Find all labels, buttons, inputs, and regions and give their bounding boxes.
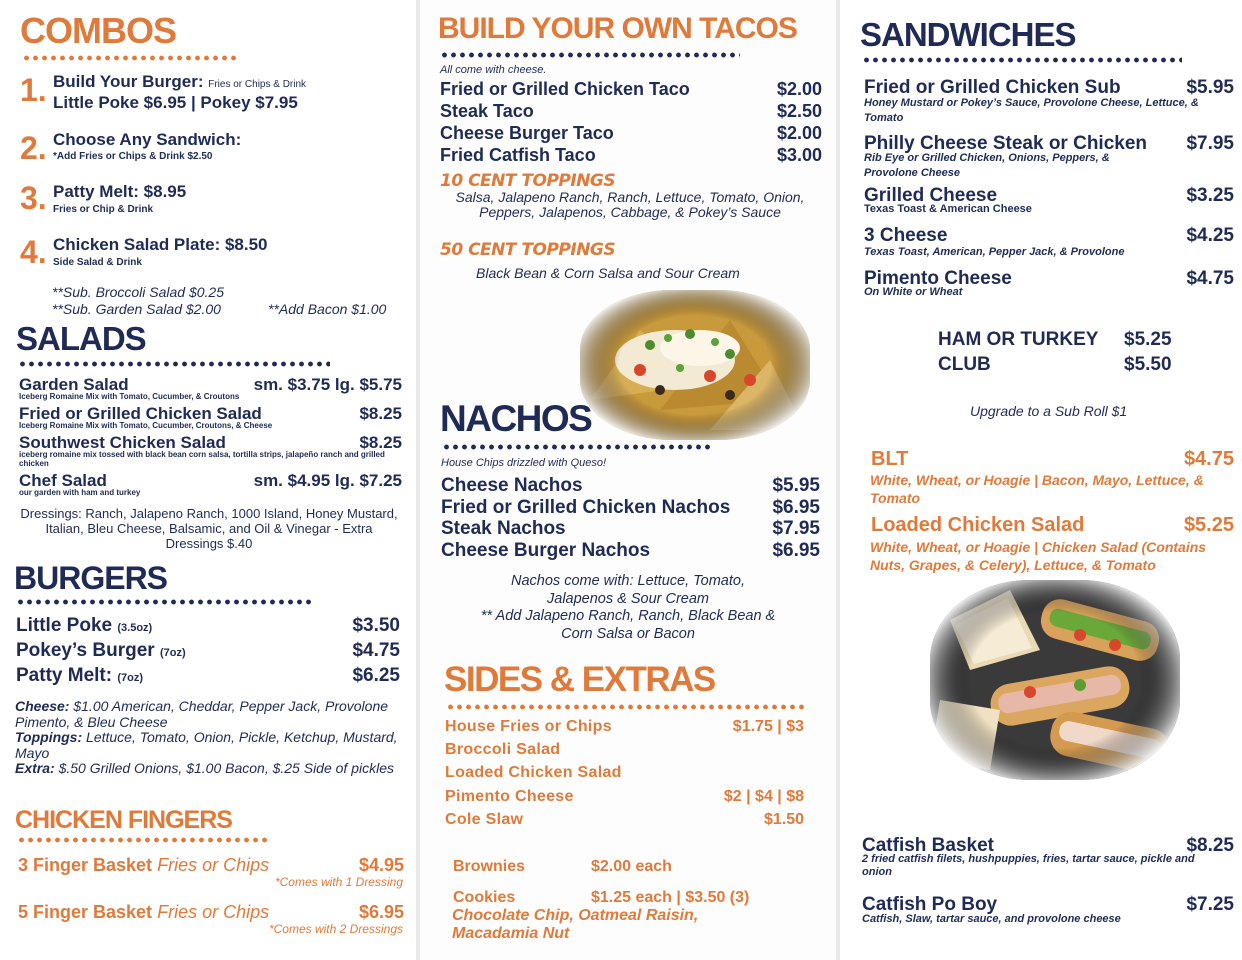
burger-item	[16, 665, 143, 687]
burger-size: (7oz)	[159, 647, 186, 659]
burger-price: $3.50	[352, 615, 400, 636]
nacho-name: Cheese Burger Nachos	[441, 540, 651, 561]
nacho-price: $7.95	[772, 518, 820, 539]
taco-name: Fried or Grilled Chicken Taco	[440, 79, 690, 99]
combo-sub-garden: **Sub. Garden Salad $2.00	[52, 301, 221, 317]
burger-toppings-label: Toppings:	[15, 729, 83, 745]
sandwich-price: $4.75	[1186, 268, 1234, 289]
sandwich-price: $5.95	[1186, 77, 1234, 98]
burger-cheese-label: Cheese:	[15, 698, 70, 714]
taco-name: Fried Catfish Taco	[440, 145, 596, 165]
catfish-basket-desc: 2 fried catfish filets, hushpuppies, fries, tartar sauce, pickle and onion	[862, 853, 1195, 878]
side-price: $1.75 | $3	[732, 718, 804, 735]
finger-basket-note: *Comes with 1 Dressing	[274, 875, 403, 889]
blt-price: $4.75	[1183, 448, 1234, 470]
sandwich-name: Pimento Cheese	[864, 268, 1012, 289]
sandwich-desc: On White or Wheat	[864, 286, 963, 298]
sandwich-desc: Honey Mustard or Pokey’s Sauce, Provolone Cheese, Lettuce, & Tomato	[864, 97, 1199, 124]
sandwiches-divider	[862, 57, 1182, 63]
combo-add-bacon: **Add Bacon $1.00	[268, 301, 387, 317]
burger-name: Patty Melt:	[16, 665, 113, 686]
club-price: $5.50	[1124, 354, 1172, 375]
combo-note: Fries or Chip & Drink	[53, 204, 154, 215]
burger-cheese	[15, 699, 400, 730]
burger-name: Pokey’s Burger	[16, 640, 155, 661]
salad-desc: our garden with ham and turkey	[19, 488, 141, 497]
nachos-divider	[442, 444, 714, 450]
combo-note: *Add Fries or Chips & Drink $2.50	[53, 151, 213, 162]
sandwich-name: Fried or Grilled Chicken Sub	[864, 77, 1121, 98]
side-price: $2 | $4 | $8	[723, 788, 804, 805]
combo-number: 1.	[20, 72, 47, 108]
left-panel	[0, 0, 416, 960]
burgers-divider	[16, 599, 314, 605]
nachos-addons: ** Add Jalapeno Ranch, Ranch, Black Bean & Corn Salsa or Bacon	[480, 608, 776, 642]
finger-basket-price: $6.95	[358, 902, 404, 922]
combo-line2: Little Poke $6.95 | Pokey $7.95	[53, 93, 298, 112]
sides-divider	[446, 704, 808, 710]
salads-divider	[18, 361, 330, 367]
right-panel	[840, 0, 1242, 960]
sandwich-name: Philly Cheese Steak or Chicken	[864, 133, 1148, 154]
blt-desc: White, Wheat, or Hoagie | Bacon, Mayo, Lettuce, & Tomato	[870, 472, 1204, 506]
combo-label: Patty Melt: $8.95	[53, 182, 187, 201]
nachos-photo	[580, 290, 810, 440]
combo-number: 2.	[20, 130, 47, 166]
ten-cent-title: 10 CENT TOPPINGS	[440, 171, 616, 191]
finger-basket-sides: Fries or Chips	[157, 855, 270, 875]
burger-size: (7oz)	[117, 672, 144, 684]
nachos-title: NACHOS	[440, 398, 592, 439]
salad-name: Chef Salad	[19, 471, 107, 490]
catfish-basket-price: $8.25	[1186, 835, 1234, 856]
sandwich-name: Grilled Cheese	[864, 185, 998, 206]
cookies-name: Cookies	[453, 889, 516, 906]
burger-item	[16, 615, 152, 637]
tacos-subtitle: All come with cheese.	[440, 64, 547, 76]
nacho-price: $6.95	[772, 540, 820, 561]
sandwich-desc: Texas Toast, American, Pepper Jack, & Provolone	[864, 246, 1125, 258]
burger-size: (3.5oz)	[117, 622, 153, 634]
side-name: Pimento Cheese	[445, 788, 574, 805]
nachos-subtitle: House Chips drizzled with Queso!	[441, 457, 607, 469]
loaded-chicken-price: $5.25	[1183, 514, 1234, 536]
sandwich-desc: Rib Eye or Grilled Chicken, Onions, Peppers, & Provolone Cheese	[864, 152, 1110, 179]
nachos-photo-graphic	[580, 290, 810, 440]
combos-divider	[22, 55, 237, 61]
combo-label	[53, 72, 306, 92]
po-boy-desc: Catfish, Slaw, tartar sauce, and provolone cheese	[862, 913, 1121, 925]
taco-price: $2.00	[776, 79, 822, 99]
side-name: Cole Slaw	[445, 811, 524, 828]
combo-label: Chicken Salad Plate: $8.50	[53, 235, 268, 254]
salad-name: Fried or Grilled Chicken Salad	[19, 404, 262, 423]
finger-basket-name: 5 Finger Basket	[18, 902, 153, 922]
combo-note: Fries or Chips & Drink	[208, 79, 307, 90]
salad-price: $8.25	[359, 404, 402, 423]
sides-title: SIDES & EXTRAS	[444, 660, 715, 699]
middle-panel	[420, 0, 836, 960]
tacos-title: BUILD YOUR OWN TACOS	[438, 12, 797, 45]
cookies-flavors: Chocolate Chip, Oatmeal Raisin, Macadamia Nut	[452, 907, 699, 942]
nacho-name: Fried or Grilled Chicken Nachos	[441, 497, 731, 518]
brownies-name: Brownies	[453, 858, 526, 875]
salad-dressings: Dressings: Ranch, Jalapeno Ranch, 1000 Island, Honey Mustard, Italian, Bleu Cheese, Balsamic, and Oil & Vinegar - Extra Dressings $.40	[20, 506, 398, 551]
salad-desc: Iceberg Romaine Mix with Tomato, Cucumber, Croutons, & Cheese	[19, 421, 273, 430]
sandwich-price: $4.25	[1186, 225, 1234, 246]
fifty-cent-list: Black Bean & Corn Salsa and Sour Cream	[476, 265, 740, 281]
taco-price: $3.00	[776, 145, 822, 165]
side-price: $1.50	[763, 811, 804, 828]
salad-desc: Iceberg Romaine Mix with Tomato, Cucumber, & Croutons	[19, 392, 240, 401]
chicken-fingers-divider	[17, 837, 267, 843]
taco-name: Cheese Burger Taco	[440, 123, 614, 143]
nacho-price: $6.95	[772, 497, 820, 518]
nacho-name: Cheese Nachos	[441, 475, 583, 496]
salad-name: Garden Salad	[19, 375, 129, 394]
chicken-fingers-title: CHICKEN FINGERS	[15, 806, 232, 834]
blt-name: BLT	[871, 448, 909, 470]
salad-price: $8.25	[359, 433, 402, 452]
side-name: House Fries or Chips	[445, 718, 612, 735]
salad-desc: iceberg romaine mix tossed with black bean corn salsa, tortilla strips, jalapeño ranch and grilled chicken	[19, 450, 385, 468]
combos-title: COMBOS	[20, 10, 176, 51]
sandwiches-title: SANDWICHES	[860, 16, 1076, 53]
salads-title: SALADS	[16, 320, 146, 357]
combo-number: 4.	[20, 234, 47, 270]
ten-cent-list: Salsa, Jalapeno Ranch, Ranch, Lettuce, Tomato, Onion, Peppers, Jalapenos, Cabbage, & Pokey’s Sauce	[455, 189, 805, 220]
finger-basket-name: 3 Finger Basket	[18, 855, 153, 875]
nachos-note: Nachos come with: Lettuce, Tomato, Jalapenos & Sour Cream	[511, 573, 745, 607]
side-name: Loaded Chicken Salad	[445, 764, 622, 781]
cookies-price: $1.25 each | $3.50 (3)	[591, 889, 750, 906]
brownies-price: $2.00 each	[591, 858, 672, 875]
burger-toppings	[15, 730, 400, 761]
finger-basket-sides: Fries or Chips	[157, 902, 270, 922]
burger-item	[16, 640, 186, 662]
combo-note: Side Salad & Drink	[53, 257, 142, 268]
burger-extra	[15, 761, 400, 777]
side-name: Broccoli Salad	[445, 741, 561, 758]
finger-basket-item	[18, 855, 269, 876]
salad-name: Southwest Chicken Salad	[19, 433, 226, 452]
burger-price: $4.75	[352, 640, 400, 661]
sandwich-price: $3.25	[1186, 185, 1234, 206]
burger-cheese-text: $1.00 American, Cheddar, Pepper Jack, Provolone Pimento, & Bleu Cheese	[15, 698, 389, 730]
po-boy-price: $7.25	[1186, 894, 1234, 915]
club-label: CLUB	[938, 354, 991, 375]
combo-number: 3.	[20, 180, 47, 216]
nacho-name: Steak Nachos	[441, 518, 566, 539]
upgrade-note: Upgrade to a Sub Roll $1	[970, 403, 1128, 419]
taco-price: $2.00	[776, 123, 822, 143]
catfish-basket-name: Catfish Basket	[862, 835, 994, 856]
salad-price: sm. $3.75 lg. $5.75	[253, 375, 402, 394]
burger-extra-label: Extra:	[15, 760, 55, 776]
burgers-title: BURGERS	[14, 560, 168, 596]
sandwiches-photo-graphic	[930, 580, 1180, 780]
finger-basket-note: *Comes with 2 Dressings	[268, 922, 403, 936]
finger-basket-price: $4.95	[358, 855, 404, 875]
sandwich-desc: Texas Toast & American Cheese	[864, 203, 1032, 215]
burger-price: $6.25	[352, 665, 400, 686]
nacho-price: $5.95	[772, 475, 820, 496]
salad-price: sm. $4.95 lg. $7.25	[253, 471, 402, 490]
burger-toppings-text: Lettuce, Tomato, Onion, Pickle, Ketchup, Mustard, Mayo	[15, 729, 398, 761]
taco-name: Steak Taco	[440, 101, 534, 121]
combo-sub-broccoli: **Sub. Broccoli Salad $0.25	[52, 284, 224, 300]
ham-turkey-label: HAM OR TURKEY	[938, 329, 1099, 350]
combo-label: Choose Any Sandwich:	[53, 130, 242, 149]
combo-label-text: Build Your Burger:	[53, 72, 204, 91]
finger-basket-item	[18, 902, 269, 923]
po-boy-name: Catfish Po Boy	[862, 894, 998, 915]
ham-turkey-price: $5.25	[1124, 329, 1172, 350]
taco-price: $2.50	[776, 101, 822, 121]
sandwich-price: $7.95	[1186, 133, 1234, 154]
loaded-chicken-desc: White, Wheat, or Hoagie | Chicken Salad (Contains Nuts, Grapes, & Celery), Lettuce, & Tomato	[870, 539, 1207, 573]
burger-name: Little Poke	[16, 615, 113, 636]
tacos-divider	[440, 52, 740, 58]
sandwich-name: 3 Cheese	[864, 225, 948, 246]
fifty-cent-title: 50 CENT TOPPINGS	[440, 240, 616, 260]
burger-extra-text: $.50 Grilled Onions, $1.00 Bacon, $.25 Side of pickles	[58, 760, 395, 776]
loaded-chicken-name: Loaded Chicken Salad	[871, 514, 1085, 536]
sandwiches-photo	[930, 580, 1180, 780]
